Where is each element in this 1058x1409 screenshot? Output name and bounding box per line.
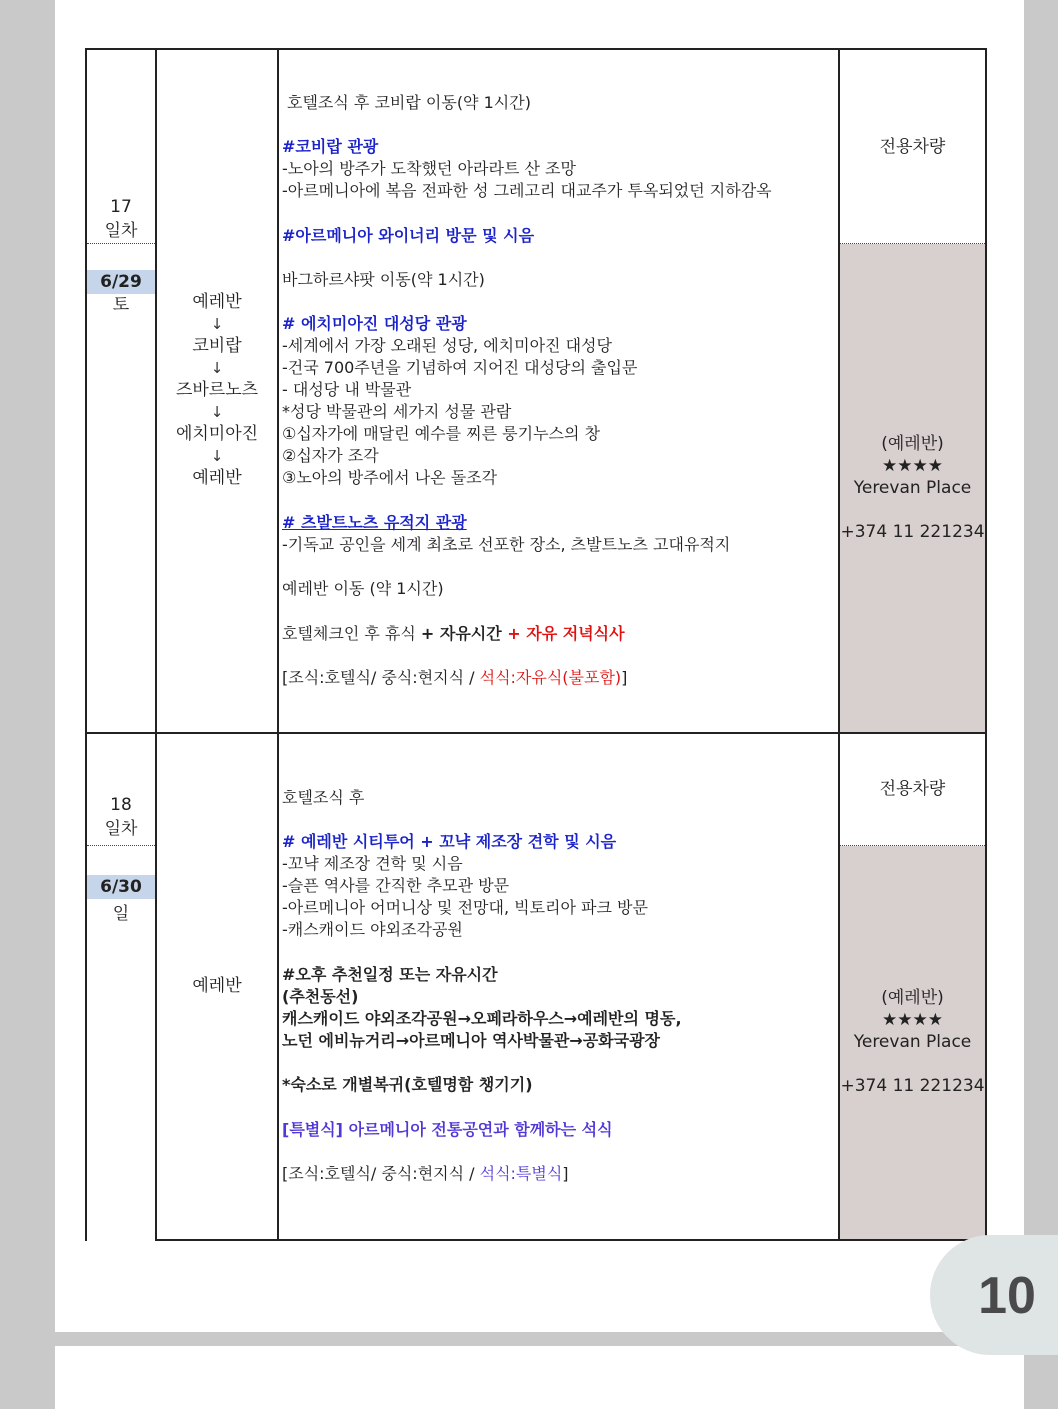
schedule-line: ③노아의 방주에서 나온 돌조각 [282,468,498,487]
hotel-city: (예레반) [881,434,944,454]
schedule-line: -아르메니아에 복음 전파한 성 그레고리 대교주가 투옥되었던 지하감옥 [282,181,772,200]
hotel-stars: ★★★★ [882,456,943,476]
schedule-line: *숙소로 개별복귀(호텔명함 챙기기) [282,1075,533,1094]
schedule-line: *성당 박물관의 세가지 성물 관람 [282,402,512,421]
schedule-line: 바그하르샤팟 이동(약 1시간) [282,270,485,289]
free-dinner-text: + 자유 저녁식사 [501,624,625,643]
schedule-heading: # 츠발트노츠 유적지 관광 [282,513,467,532]
transport-label: 전용차량 [879,779,946,799]
route-arrow-icon: ↓ [210,359,224,377]
schedule-heading: # 예레반 시티투어 + 꼬냑 제조장 견학 및 시음 [282,832,617,851]
schedule-line: (추천동선) [282,987,359,1006]
meal-close: ] [562,1164,569,1183]
free-time-text: + 자유시간 [420,624,502,643]
hotel-phone: +374 11 221234 [840,522,985,542]
table-bottom-border [155,1239,987,1241]
hotel-name: Yerevan Place [853,478,972,498]
table-top-border [85,48,987,50]
schedule-heading: # 에치미아진 대성당 관광 [282,314,467,333]
schedule-line: -기독교 공인을 세계 최초로 선포한 장소, 츠발트노츠 고대유적지 [282,535,731,554]
weekday: 일 [112,904,130,924]
table-col-divider-1 [155,48,157,1241]
schedule-line: 호텔조식 후 [282,788,365,807]
schedule-line: -꼬냑 제조장 견학 및 시음 [282,854,463,873]
schedule-line: 예레반 이동 (약 1시간) [282,579,444,598]
meal-close: ] [621,668,628,687]
left-margin [0,0,55,1409]
schedule-line: - 대성당 내 박물관 [282,380,412,399]
day-number: 17 일차 [104,197,138,241]
day-date-separator [87,243,155,244]
route-city: 즈바르노츠 [175,380,259,400]
schedule-line: -세계에서 가장 오래된 성당, 에치미아진 대성당 [282,336,612,355]
route-city: 코비랍 [192,336,242,356]
schedule-heading: #코비랍 관광 [282,137,379,156]
special-dinner-heading: [특별식] 아르메니아 전통공연과 함께하는 석식 [282,1120,613,1139]
hotel-phone: +374 11 221234 [840,1076,985,1096]
route-city: 에치미아진 [175,424,259,444]
route-arrow-icon: ↓ [210,447,224,465]
route-list [157,975,277,997]
page-number: 10 [978,1267,1036,1325]
meal-text: [조식:호텔식/ 중식:현지식 / [282,1164,480,1183]
checkin-text: 호텔체크인 후 휴식 [282,624,421,643]
transport-hotel-separator [840,845,985,846]
page-separator [55,1332,1024,1346]
day-date-separator [87,845,155,846]
schedule-line: -아르메니아 어머니상 및 전망대, 빅토리아 파크 방문 [282,898,648,917]
date-badge: 6/30 [87,875,155,899]
schedule-line: 호텔조식 후 코비랍 이동(약 1시간) [287,93,531,112]
dinner-text: 석식:특별식 [479,1164,563,1183]
schedule-line: 노던 에비뉴거리→아르메니아 역사박물관→공화국광장 [282,1031,660,1050]
route-city: 예레반 [192,976,242,996]
schedule-line: -슬픈 역사를 간직한 추모관 방문 [282,876,510,895]
transport-label: 전용차량 [879,137,946,157]
meal-line [282,1163,569,1185]
hotel-name: Yerevan Place [853,1032,972,1052]
route-arrow-icon: ↓ [210,315,224,333]
route-arrow-icon: ↓ [210,403,224,421]
right-margin [1024,0,1058,1409]
route-city: 예레반 [192,292,242,312]
table-row-divider [85,732,987,734]
checkin-line [282,623,625,645]
hotel-info [840,987,985,1097]
route-list [157,291,277,489]
schedule-line: -노아의 방주가 도착했던 아라라트 산 조망 [282,159,576,178]
table-right-border [985,48,987,1241]
day-number: 18 일차 [104,795,138,839]
hotel-city: (예레반) [881,988,944,1008]
schedule-heading: #오후 추천일정 또는 자유시간 [282,965,498,984]
route-city: 예레반 [192,468,242,488]
next-page [55,1346,1024,1409]
schedule-line: -건국 700주년을 기념하여 지어진 대성당의 출입문 [282,358,638,377]
schedule-heading: #아르메니아 와이너리 방문 및 시음 [282,226,535,245]
transport-hotel-separator [840,243,985,244]
hotel-info [840,433,985,543]
hotel-stars: ★★★★ [882,1010,943,1030]
meal-line [282,667,627,689]
dinner-text: 석식:자유식(불포함) [479,668,622,687]
schedule-line: ①십자가에 매달린 예수를 찌른 룽기누스의 창 [282,424,600,443]
date-badge: 6/29 [87,270,155,294]
table-col-divider-2 [277,48,279,1241]
schedule-line: 캐스캐이드 야외조각공원→오페라하우스→예레반의 명동, [282,1009,682,1028]
schedule-line: -캐스캐이드 야외조각공원 [282,920,463,939]
schedule-line: ②십자가 조각 [282,446,379,465]
meal-text: [조식:호텔식/ 중식:현지식 / [282,668,480,687]
weekday: 토 [112,295,130,315]
